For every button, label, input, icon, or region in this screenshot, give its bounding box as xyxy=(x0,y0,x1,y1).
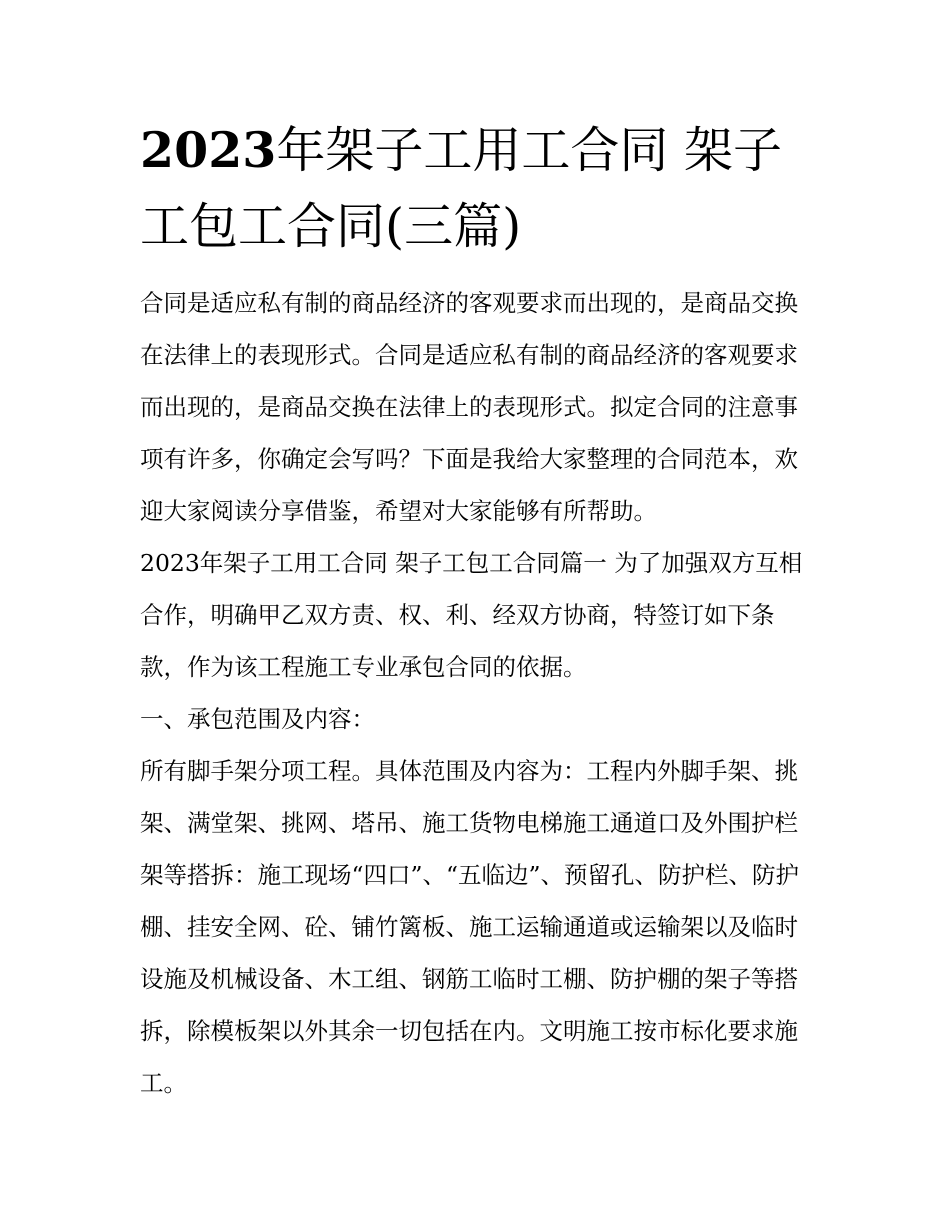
scope-paragraph: 所有脚手架分项工程。具体范围及内容为：工程内外脚手架、挑架、满堂架、挑网、塔吊、施工货物电梯施工通道口及外围护栏架等搭拆：施工现场“四口”、“五临边”、预留孔、防护栏、防护棚、挂安全网、砼、铺竹篱板、施工运输通道或运输架以及临时设施及机械设备、木工组、钢筋工临时工棚、防护棚的架子等搭拆，除模板架以外其余一切包括在内。文明施工按市标化要求施工。 xyxy=(140,757,800,1097)
contract-preamble-paragraph: 2023年架子工用工合同 架子工包工合同篇一 为了加强双方互相合作，明确甲乙双方责、权、利、经双方协商，特签订如下条款，作为该工程施工专业承包合同的依据。 xyxy=(140,549,803,681)
document-title xyxy=(140,112,820,265)
title-year: 2023 xyxy=(140,121,277,179)
document-body xyxy=(140,277,815,1109)
title-text: 年架子工用工合同 架子工包工合同(三篇) xyxy=(140,122,782,255)
section-heading-scope: 一、承包范围及内容： xyxy=(140,705,375,733)
intro-paragraph: 合同是适应私有制的商品经济的客观要求而出现的，是商品交换在法律上的表现形式。合同是适应私有制的商品经济的客观要求而出现的，是商品交换在法律上的表现形式。拟定合同的注意事项有许多，你确定会写吗？下面是我给大家整理的合同范本，欢迎大家阅读分享借鉴，希望对大家能够有所帮助。 xyxy=(140,289,798,525)
